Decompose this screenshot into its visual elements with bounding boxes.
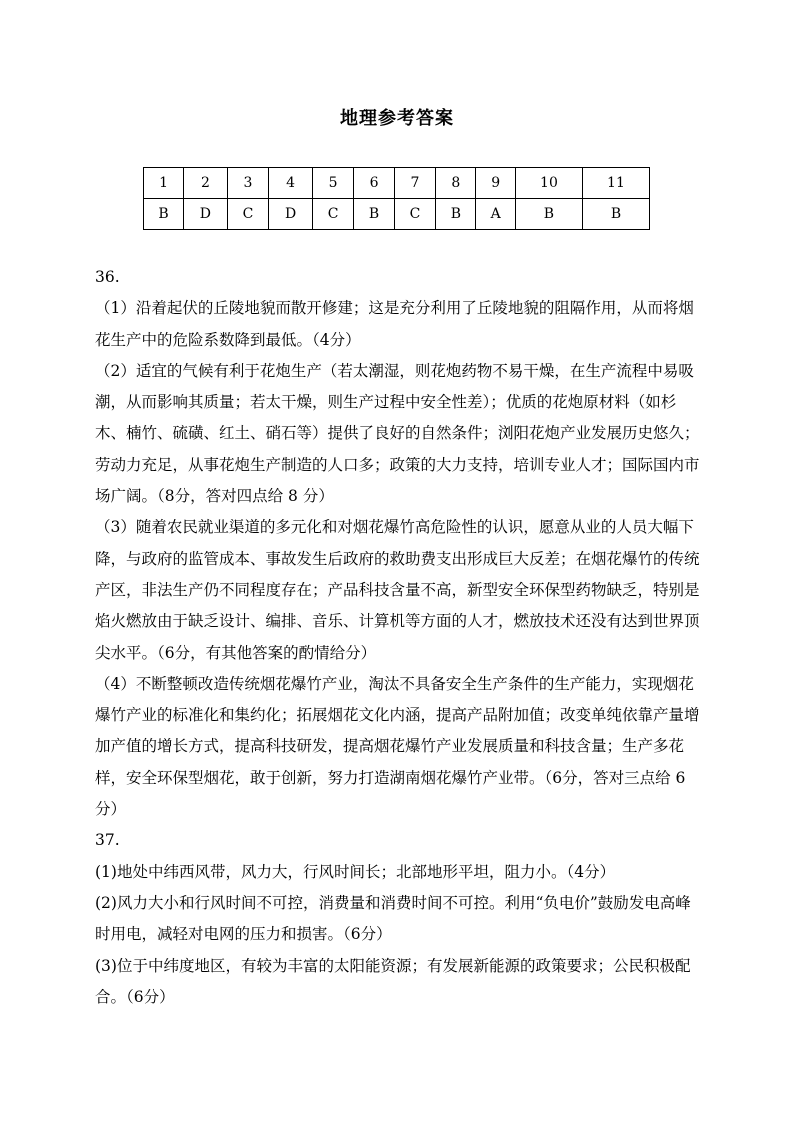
answer-cell: B (436, 199, 476, 230)
question-number-cell: 1 (144, 168, 184, 199)
question-number-cell: 10 (515, 168, 582, 199)
answer-cell: C (312, 199, 354, 230)
question-number-cell: 7 (394, 168, 436, 199)
question-number-cell: 8 (436, 168, 476, 199)
question-37-number: 37. (95, 831, 120, 850)
question-37-part-3: (3)位于中纬度地区，有较为丰富的太阳能资源；有发展新能源的政策要求；公民积极配合。（6分） (95, 956, 691, 1006)
question-36-part-4: （4）不断整顿改造传统烟花爆竹产业，淘汰不具备安全生产条件的生产能力，实现烟花爆竹产业的标准化和集约化；拓展烟花文化内涵，提高产品附加值；改变单纯依靠产量增加产值的增长方式，提高科技研发，提高烟花爆竹产业发展质量和科技含量；生产多花样，安全环保型烟花，敢于创新，努力打造湖南烟花爆竹产业带。（6分，答对三点给 6 分） (95, 674, 700, 819)
question-number-cell: 4 (269, 168, 313, 199)
answer-content (95, 262, 705, 1013)
question-37-part-1: (1)地处中纬西风带，风力大，行风时间长；北部地形平坦，阻力小。（4分） (95, 862, 616, 881)
answer-cell: C (227, 199, 269, 230)
answer-table-answer-row (144, 199, 650, 230)
question-number-cell: 11 (582, 168, 649, 199)
answer-cell: D (269, 199, 313, 230)
question-number-cell: 2 (184, 168, 228, 199)
question-number-cell: 3 (227, 168, 269, 199)
answer-cell: D (184, 199, 228, 230)
question-37-part-2: (2)风力大小和行风时间不可控，消费量和消费时间不可控。利用“负电价”鼓励发电高峰时用电，减轻对电网的压力和损害。（6分） (95, 893, 691, 944)
question-number-cell: 5 (312, 168, 354, 199)
question-36-part-1: （1）沿着起伏的丘陵地貌而散开修建；这是充分利用了丘陵地貌的阻隔作用，从而将烟花生产中的危险系数降到最低。（4分） (95, 299, 694, 349)
question-36-part-3: （3）随着农民就业渠道的多元化和对烟花爆竹高危险性的认识，愿意从业的人员大幅下降，与政府的监管成本、事故发生后政府的救助费支出形成巨大反差；在烟花爆竹的传统产区，非法生产仍不同程度存在；产品科技含量不高，新型安全环保型药物缺乏，特别是焰火燃放由于缺乏设计、编排、音乐、计算机等方面的人才，燃放技术还没有达到世界顶尖水平。（6分，有其他答案的酌情给分） (95, 518, 700, 662)
answer-cell: B (515, 199, 582, 230)
answer-table (143, 167, 650, 230)
answer-table-number-row (144, 168, 650, 199)
page-title: 地理参考答案 (340, 108, 454, 129)
answer-cell: B (582, 199, 649, 230)
answer-cell: C (394, 199, 436, 230)
question-36-part-2: （2）适宜的气候有利于花炮生产（若太潮湿，则花炮药物不易干燥，在生产流程中易吸潮，从而影响其质量；若太干燥，则生产过程中安全性差）；优质的花炮原材料（如杉木、楠竹、硫磺、红土、硝石等）提供了良好的自然条件；浏阳花炮产业发展历史悠久；劳动力充足，从事花炮生产制造的人口多；政策的大力支持，培训专业人才；国际国内市场广阔。（8分，答对四点给 8 分） (95, 361, 700, 506)
answer-cell: B (144, 199, 184, 230)
answer-cell: A (476, 199, 516, 230)
question-36-number: 36. (95, 268, 120, 286)
question-number-cell: 6 (354, 168, 394, 199)
question-number-cell: 9 (476, 168, 516, 199)
answer-cell: B (354, 199, 394, 230)
